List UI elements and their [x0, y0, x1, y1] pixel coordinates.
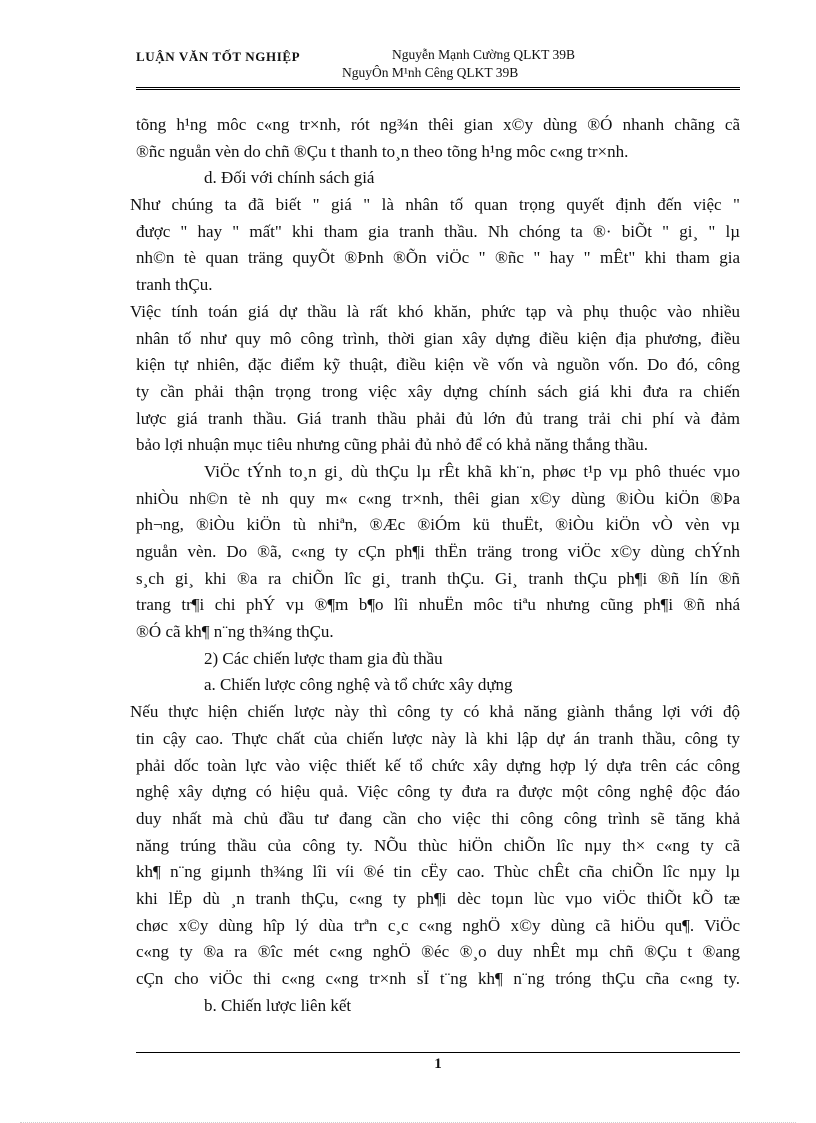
text-line: ®Ó cã kh¶ n¨ng th¾ng thÇu. [136, 622, 334, 642]
text-line: chøc x©y dùng hîp lý dùa trªn c¸c c«ng nghÖ x©y dùng cã hiÖu qu¶. ViÖc [136, 915, 740, 935]
text-line: nh©n tè quan träng quyÕt ®Þnh ®Õn viÖc " ®ñc " hay " mÊt" khi tham gia [136, 248, 740, 268]
section-heading: d. Đối với chính sách giá [204, 168, 375, 188]
text-line: lược giá tranh thầu. Giá tranh thầu phải đủ lớn đủ trang trải chi phí và đảm [136, 408, 740, 428]
text-line: duy nhất mà chủ đầu tư đang cần cho việc thi công công trình sẽ tăng khả [136, 808, 740, 828]
text-line: trang tr¶i chi phÝ vµ ®¶m b¶o lîi nhuËn môc tiªu nhưng cũng ph¶i ®ñ nhá [136, 595, 740, 615]
text-line: cÇn cho viÖc thi c«ng c«ng tr×nh sÏ t¨ng kh¶ n¨ng tróng thÇu cña c«ng ty. [136, 969, 740, 988]
text-line: ®ñc nguån vèn do chñ ®Çu t thanh to¸n theo tõng h¹ng môc c«ng tr×nh. [136, 141, 629, 161]
text-line: tin cậy cao. Thực chất của chiến lược này là khi lập dự án tranh thầu, công ty [136, 728, 740, 748]
text-line: Nếu thực hiện chiến lược này thì công ty có khả năng giành thắng lợi với độ [130, 702, 740, 722]
text-line: c«ng ty ®a ra ®îc mét c«ng nghÖ ®éc ®¸o duy nhÊt mµ chñ ®Çu t ®ang [136, 942, 740, 962]
footer-rule [136, 1052, 740, 1053]
text-line: tõng h¹ng môc c«ng tr×nh, rót ng¾n thêi gian x©y dùng ®Ó nhanh chãng cã [136, 115, 740, 134]
text-line: ty cần phải thận trọng trong việc xây dựng chính sách giá khi đưa ra chiến [136, 381, 740, 401]
text-line: s¸ch gi¸ khi ®a ra chiÕn lîc gi¸ tranh thÇu. Gi¸ tranh thÇu ph¶i ®ñ lín ®ñ [136, 568, 740, 588]
header-rule [136, 87, 740, 90]
page-header [136, 47, 740, 87]
text-line: Như chúng ta đã biết " giá " là nhân tố quan trọng quyết định đến việc " [130, 195, 740, 215]
author-line-2: NguyÔn M¹nh Cêng QLKT 39B [342, 65, 519, 80]
text-line: nhiÒu nh©n tè nh quy m« c«ng tr×nh, thêi gian x©y dùng ®iÒu kiÖn ®Þa [136, 488, 740, 508]
text-line: năng trúng thầu của công ty. NÕu thùc hiÖn chiÕn lîc nµy th× c«ng ty cã [136, 835, 740, 855]
section-heading: a. Chiến lược công nghệ và tổ chức xây dựng [204, 675, 513, 695]
page-number: 1 [434, 1056, 442, 1072]
document-title: LUẬN VĂN TỐT NGHIỆP [136, 49, 301, 64]
text-line: kh¶ n¨ng giµnh th¾ng lîi víi ®é tin cËy cao. Thùc chÊt cña chiÕn lîc nµy lµ [136, 862, 740, 882]
text-line: nguån vèn. Do ®ã, c«ng ty cÇn ph¶i thËn träng trong viÖc x©y dùng chÝnh [136, 542, 740, 561]
text-line: khi lËp dù ¸n tranh thÇu, c«ng ty ph¶i dèc toµn lùc vµo viÖc thiÕt kÕ tæ [136, 888, 740, 908]
section-heading: b. Chiến lược liên kết [204, 995, 352, 1015]
text-line: ViÖc tÝnh to¸n gi¸ dù thÇu lµ rÊt khã kh¨n, phøc t¹p vµ phô thuéc vµo [204, 461, 740, 481]
document-body [130, 112, 740, 1019]
text-line: bảo lợi nhuận mục tiêu nhưng cũng phải đủ nhỏ để có khả năng thắng thầu. [136, 435, 649, 455]
text-line: Việc tính toán giá dự thầu là rất khó khăn, phức tạp và phụ thuộc vào nhiều [130, 301, 740, 321]
text-line: kiện tự nhiên, đặc điểm kỹ thuật, điều kiện về vốn và nguồn vốn. Do đó, công [136, 355, 740, 375]
author-line-1: Nguyễn Mạnh Cường QLKT 39B [392, 47, 575, 62]
section-heading: 2) Các chiến lược tham gia đù thầu [204, 648, 443, 668]
text-line: ph¬ng, ®iÒu kiÖn tù nhiªn, ®Æc ®iÓm kü thuËt, ®iÒu kiÖn vÒ vèn vµ [136, 515, 740, 535]
text-line: phải dốc toàn lực vào việc thiết kế tổ chức xây dựng hợp lý dựa trên các công [136, 755, 740, 775]
text-line: tranh thÇu. [136, 275, 213, 295]
text-line: nghệ xây dựng có hiệu quả. Việc công ty đưa ra được một công nghệ độc đáo [136, 782, 740, 802]
text-line: được " hay " mất" khi tham gia tranh thầu. Nh chóng ta ®· biÕt " gi¸ " lµ [136, 221, 740, 241]
text-line: nhân tố như quy mô công trình, thời gian xây dựng điều kiện địa phương, điều [136, 328, 740, 348]
